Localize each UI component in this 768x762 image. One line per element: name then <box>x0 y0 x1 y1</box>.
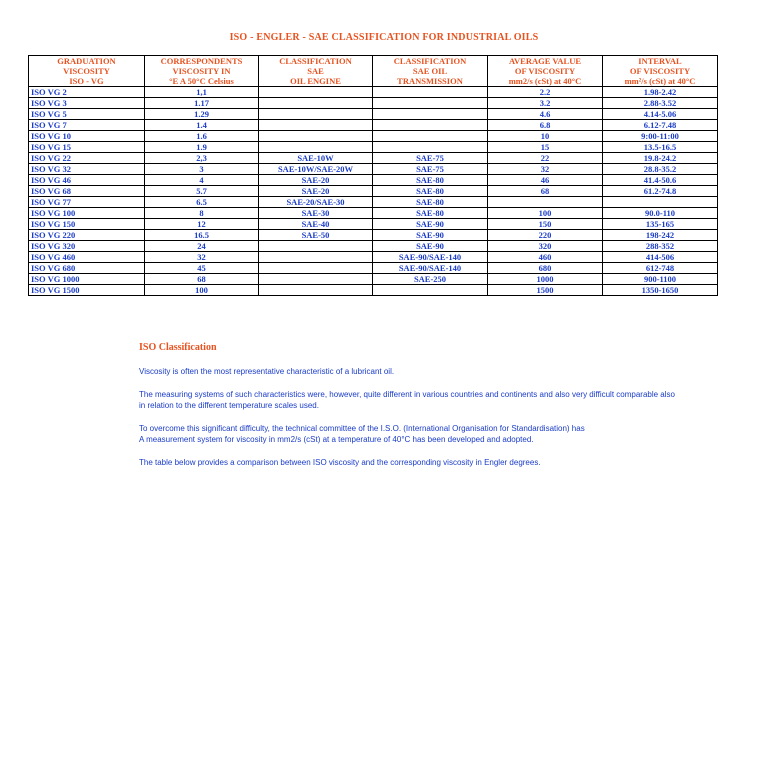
iso-vg-cell: ISO VG 10 <box>29 131 145 142</box>
sae-transmission-cell: SAE-90/SAE-140 <box>373 263 488 274</box>
table-header-row <box>29 56 718 87</box>
sae-engine-cell <box>259 285 373 296</box>
average-viscosity-cell: 4.6 <box>488 109 603 120</box>
interval-viscosity-cell: 19.8-24.2 <box>603 153 718 164</box>
header-average-viscosity <box>488 56 603 87</box>
header-line: ISO - VG <box>69 76 104 86</box>
sae-engine-cell: SAE-20 <box>259 175 373 186</box>
sae-transmission-cell <box>373 285 488 296</box>
average-viscosity-cell: 3.2 <box>488 98 603 109</box>
average-viscosity-cell: 220 <box>488 230 603 241</box>
sae-transmission-cell <box>373 131 488 142</box>
engler-cell: 45 <box>145 263 259 274</box>
sae-transmission-cell: SAE-80 <box>373 208 488 219</box>
iso-vg-cell: ISO VG 680 <box>29 263 145 274</box>
iso-vg-cell: ISO VG 77 <box>29 197 145 208</box>
interval-viscosity-cell: 28.8-35.2 <box>603 164 718 175</box>
average-viscosity-cell: 46 <box>488 175 603 186</box>
engler-cell: 4 <box>145 175 259 186</box>
sae-engine-cell <box>259 109 373 120</box>
interval-viscosity-cell: 90.0-110 <box>603 208 718 219</box>
sae-engine-cell: SAE-20 <box>259 186 373 197</box>
sae-transmission-cell: SAE-80 <box>373 175 488 186</box>
iso-vg-cell: ISO VG 100 <box>29 208 145 219</box>
engler-cell: 8 <box>145 208 259 219</box>
table-row <box>29 274 718 285</box>
sae-transmission-cell <box>373 109 488 120</box>
sae-engine-cell: SAE-40 <box>259 219 373 230</box>
iso-vg-cell: ISO VG 15 <box>29 142 145 153</box>
average-viscosity-cell: 1500 <box>488 285 603 296</box>
iso-vg-cell: ISO VG 46 <box>29 175 145 186</box>
iso-vg-cell: ISO VG 220 <box>29 230 145 241</box>
iso-vg-cell: ISO VG 7 <box>29 120 145 131</box>
sae-transmission-cell <box>373 120 488 131</box>
sae-transmission-cell <box>373 142 488 153</box>
sae-engine-cell: SAE-10W <box>259 153 373 164</box>
table-row <box>29 252 718 263</box>
interval-viscosity-cell: 612-748 <box>603 263 718 274</box>
table-row <box>29 241 718 252</box>
interval-viscosity-cell: 414-506 <box>603 252 718 263</box>
sae-transmission-cell: SAE-250 <box>373 274 488 285</box>
table-row <box>29 131 718 142</box>
sae-transmission-cell: SAE-75 <box>373 153 488 164</box>
table-row <box>29 285 718 296</box>
notes-paragraph: The measuring systems of such characteristics were, however, quite different in various countries and continents and also very difficult comparable also in relation to the different temperature scales used. <box>139 390 675 410</box>
notes-paragraph: The table below provides a comparison between ISO viscosity and the corresponding viscosity in Engler degrees. <box>139 458 541 467</box>
engler-cell: 12 <box>145 219 259 230</box>
sae-engine-cell <box>259 142 373 153</box>
notes-paragraph <box>139 423 679 445</box>
header-line: OF VISCOSITY <box>629 66 691 76</box>
average-viscosity-cell: 320 <box>488 241 603 252</box>
sae-transmission-cell: SAE-90 <box>373 241 488 252</box>
interval-viscosity-cell: 9:00-11:00 <box>603 131 718 142</box>
table-row <box>29 230 718 241</box>
table-row <box>29 153 718 164</box>
header-line: CLASSIFICATION <box>279 56 352 66</box>
iso-vg-cell: ISO VG 5 <box>29 109 145 120</box>
header-line: CLASSIFICATION <box>393 56 467 66</box>
average-viscosity-cell: 680 <box>488 263 603 274</box>
header-line: AVERAGE VALUE <box>508 56 582 66</box>
average-viscosity-cell: 32 <box>488 164 603 175</box>
notes-heading: ISO Classification <box>139 342 217 353</box>
iso-vg-cell: ISO VG 150 <box>29 219 145 230</box>
average-viscosity-cell: 22 <box>488 153 603 164</box>
engler-cell: 1.6 <box>145 131 259 142</box>
header-line: VISCOSITY IN <box>172 66 231 76</box>
engler-cell: 2,3 <box>145 153 259 164</box>
interval-viscosity-cell: 13.5-16.5 <box>603 142 718 153</box>
engler-cell: 1.17 <box>145 98 259 109</box>
iso-vg-cell: ISO VG 3 <box>29 98 145 109</box>
engler-cell: 24 <box>145 241 259 252</box>
header-iso-vg <box>29 56 145 87</box>
average-viscosity-cell: 68 <box>488 186 603 197</box>
table-row <box>29 109 718 120</box>
notes-line: To overcome this significant difficulty, the technical committee of the I.S.O. (International Organisation for Standardisation) has <box>139 424 585 433</box>
sae-transmission-cell: SAE-90/SAE-140 <box>373 252 488 263</box>
page-title: ISO - ENGLER - SAE CLASSIFICATION FOR INDUSTRIAL OILS <box>229 32 539 43</box>
header-line: CORRESPONDENTS <box>160 56 243 66</box>
interval-viscosity-cell: 6.12-7.48 <box>603 120 718 131</box>
sae-engine-cell <box>259 252 373 263</box>
sae-transmission-cell: SAE-80 <box>373 197 488 208</box>
sae-engine-cell <box>259 98 373 109</box>
interval-viscosity-cell: 198-242 <box>603 230 718 241</box>
iso-vg-cell: ISO VG 320 <box>29 241 145 252</box>
engler-cell: 6.5 <box>145 197 259 208</box>
table-row <box>29 120 718 131</box>
engler-cell: 1,1 <box>145 87 259 98</box>
sae-transmission-cell: SAE-90 <box>373 219 488 230</box>
table-row <box>29 98 718 109</box>
table-row <box>29 263 718 274</box>
average-viscosity-cell: 6.8 <box>488 120 603 131</box>
iso-classification-notes <box>139 342 679 480</box>
sae-engine-cell <box>259 274 373 285</box>
iso-vg-cell: ISO VG 22 <box>29 153 145 164</box>
header-line: OF VISCOSITY <box>514 66 576 76</box>
engler-cell: 1.4 <box>145 120 259 131</box>
average-viscosity-cell <box>488 197 603 208</box>
iso-vg-cell: ISO VG 2 <box>29 87 145 98</box>
average-viscosity-cell: 15 <box>488 142 603 153</box>
interval-viscosity-cell: 2.88-3.52 <box>603 98 718 109</box>
table-row <box>29 197 718 208</box>
engler-cell: 32 <box>145 252 259 263</box>
interval-viscosity-cell: 41.4-50.6 <box>603 175 718 186</box>
average-viscosity-cell: 100 <box>488 208 603 219</box>
sae-engine-cell: SAE-30 <box>259 208 373 219</box>
sae-engine-cell: SAE-50 <box>259 230 373 241</box>
table-row <box>29 186 718 197</box>
average-viscosity-cell: 1000 <box>488 274 603 285</box>
sae-transmission-cell: SAE-75 <box>373 164 488 175</box>
iso-vg-cell: ISO VG 68 <box>29 186 145 197</box>
interval-viscosity-cell: 1350-1650 <box>603 285 718 296</box>
average-viscosity-cell: 460 <box>488 252 603 263</box>
iso-vg-cell: ISO VG 32 <box>29 164 145 175</box>
sae-engine-cell <box>259 87 373 98</box>
interval-viscosity-cell <box>603 197 718 208</box>
sae-transmission-cell <box>373 87 488 98</box>
header-interval-viscosity <box>603 56 718 87</box>
header-line: SAE OIL <box>412 66 448 76</box>
sae-engine-cell: SAE-20/SAE-30 <box>259 197 373 208</box>
average-viscosity-cell: 150 <box>488 219 603 230</box>
engler-cell: 1.9 <box>145 142 259 153</box>
table-body <box>29 87 718 296</box>
interval-viscosity-cell: 4.14-5.06 <box>603 109 718 120</box>
table-row <box>29 219 718 230</box>
sae-engine-cell <box>259 241 373 252</box>
sae-transmission-cell: SAE-80 <box>373 186 488 197</box>
interval-viscosity-cell: 900-1100 <box>603 274 718 285</box>
header-line: °E A 50°C Celsius <box>169 76 234 86</box>
table-row <box>29 87 718 98</box>
sae-engine-cell <box>259 263 373 274</box>
sae-transmission-cell: SAE-90 <box>373 230 488 241</box>
table-row <box>29 142 718 153</box>
table-row <box>29 164 718 175</box>
header-line: OIL ENGINE <box>290 76 341 86</box>
average-viscosity-cell: 2.2 <box>488 87 603 98</box>
engler-cell: 3 <box>145 164 259 175</box>
sae-engine-cell <box>259 120 373 131</box>
notes-paragraph: Viscosity is often the most representative characteristic of a lubricant oil. <box>139 367 395 376</box>
notes-line: A measurement system for viscosity in mm2/s (cSt) at a temperature of 40°C has been developed and adopted. <box>139 435 534 444</box>
header-sae-transmission <box>373 56 488 87</box>
interval-viscosity-cell: 61.2-74.8 <box>603 186 718 197</box>
engler-cell: 1.29 <box>145 109 259 120</box>
interval-viscosity-cell: 1.98-2.42 <box>603 87 718 98</box>
header-engler <box>145 56 259 87</box>
table-row <box>29 175 718 186</box>
interval-viscosity-cell: 135-165 <box>603 219 718 230</box>
engler-cell: 16.5 <box>145 230 259 241</box>
sae-engine-cell: SAE-10W/SAE-20W <box>259 164 373 175</box>
classification-table <box>28 55 718 296</box>
interval-viscosity-cell: 288-352 <box>603 241 718 252</box>
header-line: GRADUATION <box>57 56 116 66</box>
engler-cell: 68 <box>145 274 259 285</box>
iso-vg-cell: ISO VG 1500 <box>29 285 145 296</box>
engler-cell: 5.7 <box>145 186 259 197</box>
average-viscosity-cell: 10 <box>488 131 603 142</box>
header-line: mm2/s (cSt) at 40°C <box>508 76 582 86</box>
sae-engine-cell <box>259 131 373 142</box>
header-line: TRANSMISSION <box>397 76 463 86</box>
iso-vg-cell: ISO VG 460 <box>29 252 145 263</box>
header-line: SAE <box>307 66 324 76</box>
header-line: VISCOSITY <box>63 66 110 76</box>
sae-transmission-cell <box>373 98 488 109</box>
header-line: INTERVAL <box>638 56 682 66</box>
header-sae-engine <box>259 56 373 87</box>
iso-vg-cell: ISO VG 1000 <box>29 274 145 285</box>
engler-cell: 100 <box>145 285 259 296</box>
header-line: mm²/s (cSt) at 40°C <box>624 76 696 86</box>
table-row <box>29 208 718 219</box>
